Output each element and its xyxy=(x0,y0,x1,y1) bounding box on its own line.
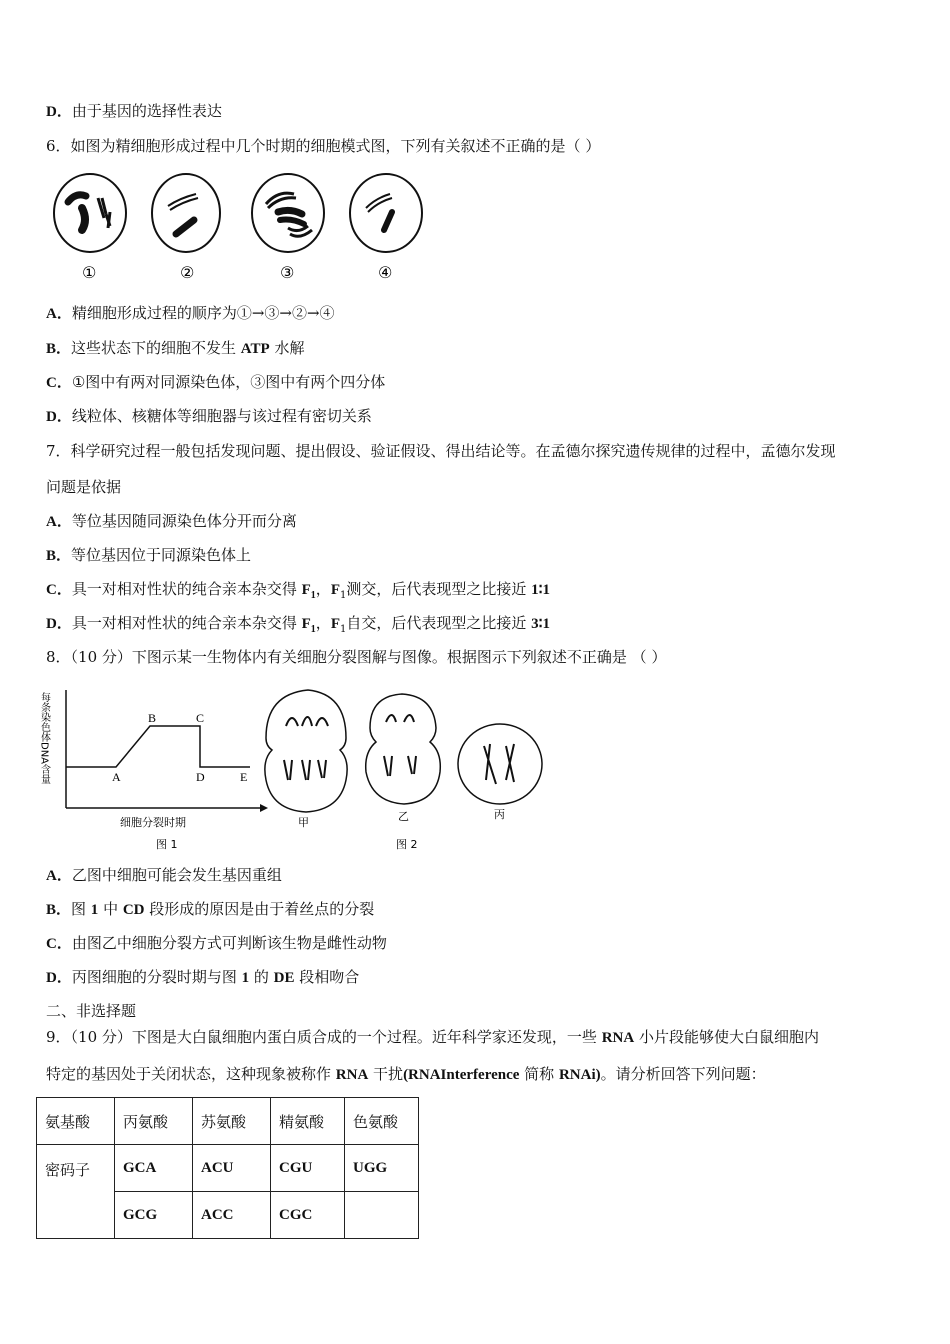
option-5d xyxy=(46,101,222,122)
option-text: 这些状态下的细胞不发生 xyxy=(71,339,241,357)
ratio: 1∶1 xyxy=(531,582,551,598)
option-text-3: 段相吻合 xyxy=(294,968,360,986)
option-text: 图 xyxy=(71,900,91,918)
option-text: 由图乙中细胞分裂方式可判断该生物是雌性动物 xyxy=(71,934,387,952)
point-e: E xyxy=(240,770,248,784)
codon-table xyxy=(36,1097,419,1239)
option-text: 丙图细胞的分裂时期与图 xyxy=(71,968,242,986)
option-6a xyxy=(46,303,335,324)
table-cell: CGC xyxy=(271,1192,345,1239)
option-text: 线粒体、核糖体等细胞器与该过程有密切关系 xyxy=(71,407,372,425)
option-text-2: 中 xyxy=(98,900,123,918)
question-number: 6． xyxy=(46,137,71,155)
option-6c xyxy=(46,372,385,393)
atp-term: ATP xyxy=(240,341,270,357)
cell-3 xyxy=(252,174,324,252)
segment-cd: CD xyxy=(122,902,145,918)
cell-label-1: ① xyxy=(82,263,97,282)
comma: ， xyxy=(315,580,331,598)
option-label: B． xyxy=(46,548,72,564)
ratio: 3∶1 xyxy=(531,616,551,632)
f-subscript: 1 xyxy=(310,624,316,635)
f-subscript-2: 1 xyxy=(339,624,347,635)
option-label: C． xyxy=(46,375,72,391)
option-6b xyxy=(46,338,304,359)
question-text: 下图是大白鼠细胞内蛋白质合成的一个过程。近年科学家还发现，一些 xyxy=(131,1028,602,1046)
table-cell: GCA xyxy=(115,1145,193,1192)
question-text-2: 干扰 xyxy=(368,1065,404,1083)
header-cell: 氨基酸 xyxy=(37,1098,115,1145)
option-text: 等位基因随同源染色体分开而分离 xyxy=(71,512,297,530)
option-8a xyxy=(46,865,282,886)
option-text-3: 段形成的原因是由于着丝点的分裂 xyxy=(144,900,375,918)
rna-interference-term: (RNAInterference xyxy=(403,1067,520,1083)
header-cell: 丙氨酸 xyxy=(115,1098,193,1145)
question-score: （10 分） xyxy=(70,648,132,666)
f-symbol: F xyxy=(301,616,311,632)
option-text: 乙图中细胞可能会发生基因重组 xyxy=(71,866,282,884)
x-axis-label: 细胞分裂时期 xyxy=(120,816,186,829)
table-cell: ACU xyxy=(193,1145,271,1192)
table-cell: CGU xyxy=(271,1145,345,1192)
option-text-2: 自交，后代表现型之比接近 xyxy=(346,614,532,632)
cell-jia-label: 甲 xyxy=(298,816,309,829)
option-7a xyxy=(46,511,297,532)
question-text: 下图示某一生物体内有关细胞分裂图解与图像。根据图示下列叙述不正确是 （ ） xyxy=(131,648,667,666)
option-text: 由于基因的选择性表达 xyxy=(71,102,222,120)
option-text: ①图中有两对同源染色体，③图中有两个四分体 xyxy=(71,373,386,391)
option-label: A． xyxy=(46,868,72,884)
option-text: 精细胞形成过程的顺序为①→③→②→④ xyxy=(71,304,335,322)
header-cell: 苏氨酸 xyxy=(193,1098,271,1145)
table-cell xyxy=(345,1192,419,1239)
cell-label-4: ④ xyxy=(378,263,393,282)
cell-1 xyxy=(54,174,126,252)
option-6d xyxy=(46,406,372,427)
point-c: C xyxy=(196,711,205,725)
question-number: 8． xyxy=(46,648,71,666)
option-label: B． xyxy=(46,902,72,918)
option-text: 具一对相对性状的纯合亲本杂交得 xyxy=(71,580,302,598)
option-label: C． xyxy=(46,936,72,952)
figure-number: 1 xyxy=(241,970,250,986)
cell-bing-label: 丙 xyxy=(494,808,505,821)
cell-2 xyxy=(152,174,220,252)
f-symbol: F xyxy=(301,582,311,598)
question-text-4: 。请分析回答下列问题： xyxy=(600,1065,766,1083)
table-header-row xyxy=(37,1098,419,1145)
option-7c xyxy=(46,579,550,606)
cell-division-figure xyxy=(40,680,550,858)
question-number: 7． xyxy=(46,442,71,460)
option-text-end: 水解 xyxy=(269,339,305,357)
y-axis-label: 每条染色体DNA含量 xyxy=(38,692,50,785)
question-9-line-2 xyxy=(46,1064,766,1085)
cell-yi-label: 乙 xyxy=(398,810,409,823)
question-7-line-1 xyxy=(46,441,836,461)
option-text: 具一对相对性状的纯合亲本杂交得 xyxy=(71,614,302,632)
option-label: D． xyxy=(46,409,72,425)
option-label: C． xyxy=(46,582,72,598)
cell-yi xyxy=(366,694,441,851)
option-label: B． xyxy=(46,341,72,357)
question-text-3: 简称 xyxy=(519,1065,559,1083)
question-text-2: 小片段能够使大白鼠细胞内 xyxy=(634,1028,819,1046)
question-text: 科学研究过程一般包括发现问题、提出假设、验证假设、得出结论等。在孟德尔探究遗传规律的过程中，孟德尔发现 xyxy=(70,442,836,460)
option-label: A． xyxy=(46,306,72,322)
cell-4 xyxy=(350,174,422,252)
option-text: 等位基因位于同源染色体上 xyxy=(71,546,252,564)
point-b: B xyxy=(148,711,157,725)
figure-1-caption: 图 1 xyxy=(156,838,178,851)
cell-label-2: ② xyxy=(180,263,195,282)
option-8d xyxy=(46,967,359,988)
option-text-2: 测交，后代表现型之比接近 xyxy=(346,580,532,598)
option-label: A． xyxy=(46,514,72,530)
table-row xyxy=(37,1145,419,1192)
cell-bing xyxy=(458,724,542,821)
table-cell: ACC xyxy=(193,1192,271,1239)
row-label-cell: 密码子 xyxy=(37,1145,115,1239)
comma: ， xyxy=(315,614,331,632)
dna-curve xyxy=(66,726,250,767)
table-cell: GCG xyxy=(115,1192,193,1239)
table-cell: UGG xyxy=(345,1145,419,1192)
rna-term: RNA xyxy=(335,1067,369,1083)
header-cell: 精氨酸 xyxy=(271,1098,345,1145)
question-9-line-1 xyxy=(46,1027,819,1048)
question-score: （10 分） xyxy=(70,1028,132,1046)
point-a: A xyxy=(112,770,121,784)
option-label: D． xyxy=(46,616,72,632)
figure-2-caption: 图 2 xyxy=(396,838,418,851)
f-symbol-2: F xyxy=(330,582,340,598)
question-6 xyxy=(46,136,600,156)
segment-de: DE xyxy=(273,970,295,986)
question-text: 如图为精细胞形成过程中几个时期的细胞模式图，下列有关叙述不正确的是（ ） xyxy=(70,137,601,155)
rnai-term: RNAi) xyxy=(558,1067,601,1083)
spermatid-cells-figure xyxy=(46,168,436,290)
option-7b xyxy=(46,545,251,566)
cell-label-3: ③ xyxy=(280,263,295,282)
question-text: 特定的基因处于关闭状态，这种现象被称作 xyxy=(46,1065,336,1083)
option-7d xyxy=(46,613,550,640)
f-subscript-2: 1 xyxy=(339,590,347,601)
x-axis-arrow xyxy=(260,804,268,812)
cell-jia xyxy=(265,690,347,829)
question-7-line-2: 问题是依据 xyxy=(46,478,122,496)
figure-number: 1 xyxy=(90,902,99,918)
point-d: D xyxy=(196,770,205,784)
rna-term: RNA xyxy=(601,1030,635,1046)
section-heading: 二、非选择题 xyxy=(46,1002,137,1020)
option-text-2: 的 xyxy=(249,968,274,986)
option-8c xyxy=(46,933,387,954)
option-label: D． xyxy=(46,970,72,986)
option-label: D． xyxy=(46,104,72,120)
f-subscript: 1 xyxy=(310,590,316,601)
dna-content-graph xyxy=(39,690,269,851)
option-8b xyxy=(46,899,374,920)
question-number: 9． xyxy=(46,1028,71,1046)
header-cell: 色氨酸 xyxy=(345,1098,419,1145)
f-symbol-2: F xyxy=(330,616,340,632)
question-8 xyxy=(46,647,666,667)
